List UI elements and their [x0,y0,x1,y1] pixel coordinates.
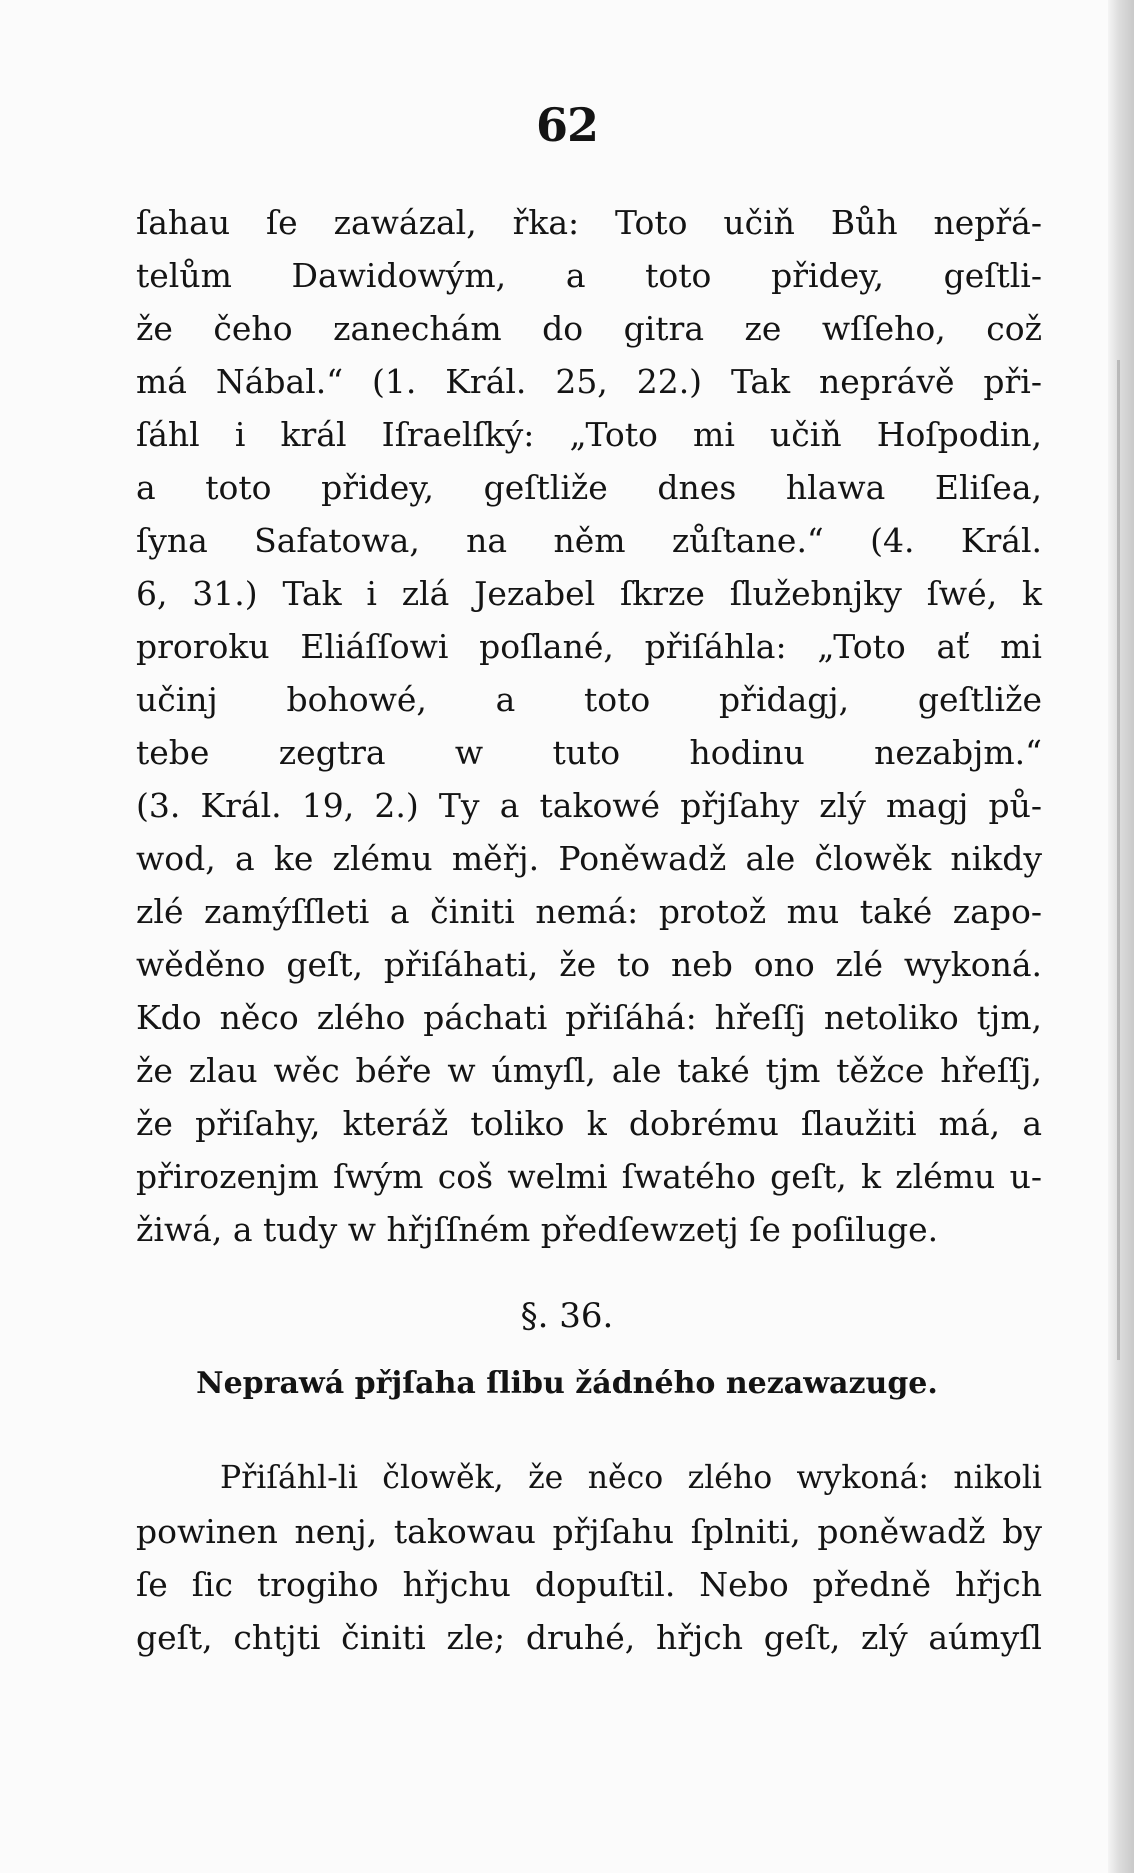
section-heading: Neprawá přjſaha ſlibu žádného nezawazuge. [196,1366,938,1401]
text-line: že zlau wěc béře w úmyſl, ale také tjm těžce hřeſſj, [136,1051,1042,1090]
text-line: má Nábal.“ (1. Král. 25, 22.) Tak neprávě při- [136,362,1042,401]
page-edge-shadow [1108,0,1134,1873]
text-line: že čeho zanechám do gitra ze wſſeho, což [136,309,1042,348]
text-line: tebe zegtra w tuto hodinu nezabjm.“ [136,733,1042,772]
text-line: žiwá, a tudy w hřjſſném předſewzetj ſe poſiluge. [136,1210,939,1249]
text-line: zlé zamýſſleti a činiti nemá: protož mu také zapo- [136,892,1042,931]
text-line: (3. Král. 19, 2.) Ty a takowé přjſahy zlý magj pů- [136,786,1042,825]
text-line: 6, 31.) Tak i zlá Jezabel ſkrze ſlužebnjky ſwé, k [136,574,1042,613]
text-line: powinen nenj, takowau přjſahu ſplniti, poněwadž by [136,1512,1042,1551]
section-number: §. 36. [520,1296,614,1336]
text-line: ſáhl i král Iſraelſký: „Toto mi učiň Hoſpodin, [136,415,1042,454]
text-line: Kdo něco zlého páchati přiſáhá: hřeſſj netoliko tjm, [136,998,1042,1037]
paragraph-continued [136,196,1042,1256]
text-line: přirozenjm ſwým coš welmi ſwatého geſt, k zlému u- [136,1157,1042,1196]
text-line: geſt, chtjti činiti zle; druhé, hřjch geſt, zlý aúmyſl [136,1618,1042,1657]
page-number: 62 [535,98,598,152]
text-line: že přiſahy, kteráž toliko k dobrému ſlaužiti má, a [136,1104,1042,1143]
text-line: telům Dawidowým, a toto přidey, geſtli- [136,256,1042,295]
text-line: ſyna Safatowa, na něm zůſtane.“ (4. Král. [136,521,1042,560]
paragraph-section-36 [136,1452,1042,1664]
text-line: wod, a ke zlému měřj. Poněwadž ale člowěk nikdy [136,839,1042,878]
text-line: učinj bohowé, a toto přidagj, geſtliže [136,680,1042,719]
text-line: ſe ſic trogiho hřjchu dopuſtil. Nebo předně hřjch [136,1565,1042,1604]
text-line: Přiſáhl-li člowěk, že něco zlého wykoná: nikoli [220,1460,1042,1496]
text-line: a toto přidey, geſtliže dnes hlawa Eliſea, [136,468,1042,507]
page-edge-line [1117,360,1120,1360]
text-line: proroku Eliáſſowi poſlané, přiſáhla: „Toto ať mi [136,627,1042,666]
text-line: wěděno geſt, přiſáhati, že to neb ono zlé wykoná. [136,945,1042,984]
text-line: ſahau ſe zawázal, řka: Toto učiň Bůh nepřá- [136,203,1042,242]
